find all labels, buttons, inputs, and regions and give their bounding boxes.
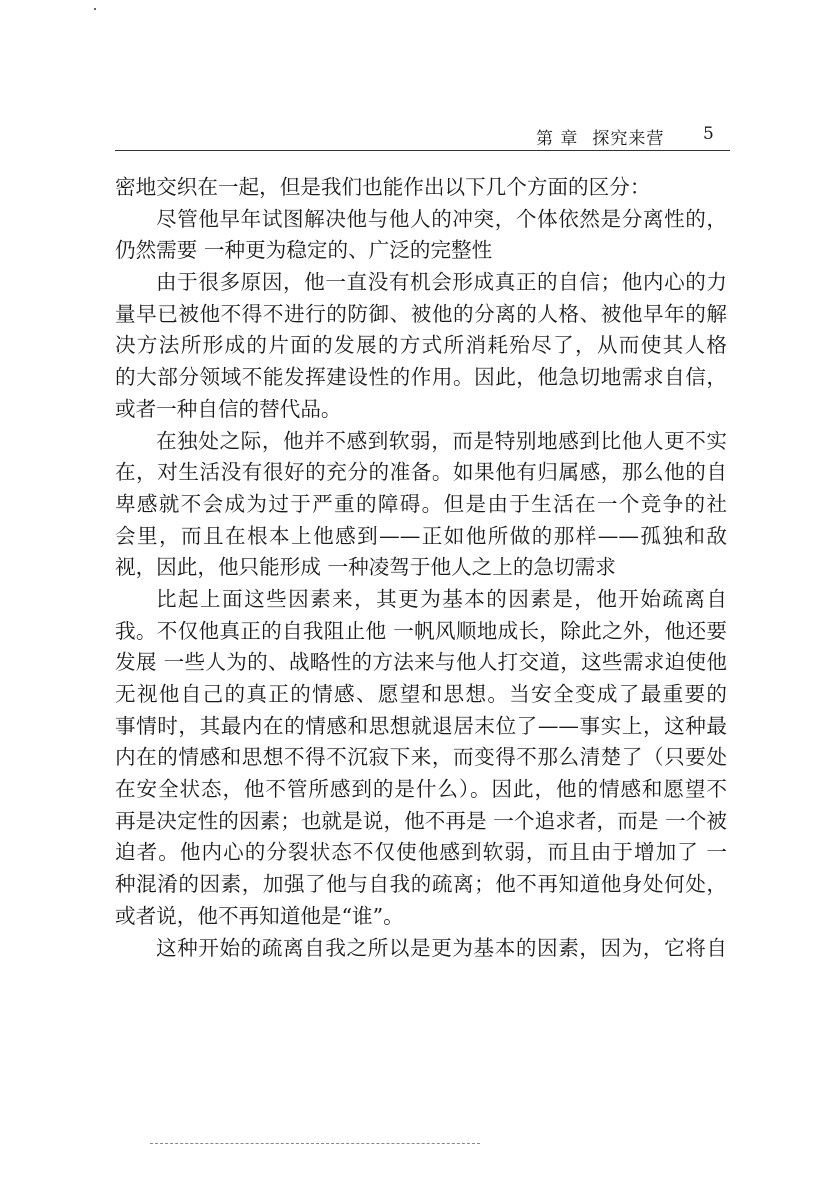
header-rule bbox=[115, 150, 730, 151]
body-text bbox=[115, 172, 727, 964]
chapter-label: 第 章 bbox=[536, 129, 579, 149]
text-line: 在独处之际，他并不感到软弱，而是特别地感到比他人更不实 bbox=[156, 428, 727, 453]
text-line: 再是决定性的因素；也就是说，他不再是 一个追求者，而是 一个被 bbox=[115, 808, 727, 833]
text-line: 仍然需要 一种更为稳定的、广泛的完整性 bbox=[115, 238, 493, 263]
text-line: 密地交织在一起，但是我们也能作出以下几个方面的区分： bbox=[115, 175, 651, 199]
text-line: 量早已被他不得不进行的防御、被他的分离的人格、被他早年的解 bbox=[115, 301, 727, 326]
text-line: 由于很多原因，他一直没有机会形成真正的自信；他内心的力 bbox=[156, 270, 727, 295]
text-line: 或者说，他不再知道他是“谁”。 bbox=[115, 903, 404, 928]
text-line: 种混淆的因素，加强了他与自我的疏离；他不再知道他身处何处， bbox=[115, 872, 727, 897]
text-line: 视，因此，他只能形成 一种凌驾于他人之上的急切需求 bbox=[115, 555, 616, 580]
page-number: 5 bbox=[703, 124, 714, 144]
text-line: 会里，而且在根本上他感到——正如他所做的那样——孤独和敌 bbox=[115, 523, 727, 548]
text-line: 内在的情感和思想不得不沉寂下来，而变得不那么清楚了（只要处 bbox=[115, 745, 727, 770]
text-line: 或者一种自信的替代品。 bbox=[115, 396, 342, 421]
scan-artifact bbox=[150, 1143, 480, 1150]
text-line: 这种开始的疏离自我之所以是更为基本的因素，因为，它将自 bbox=[156, 935, 727, 960]
text-line: 决方法所形成的片面的发展的方式所消耗殆尽了，从而使其人格 bbox=[115, 333, 727, 358]
text-line: 发展 一些人为的、战略性的方法来与他人打交道，这些需求迫使他 bbox=[115, 650, 727, 675]
scan-speck bbox=[94, 8, 96, 10]
text-line: 我。不仅他真正的自我阻止他 一帆风顺地成长，除此之外，他还要 bbox=[115, 618, 727, 643]
text-line: 卑感就不会成为过于严重的障碍。但是由于生活在一个竞争的社 bbox=[115, 491, 727, 516]
text-line: 在安全状态，他不管所感到的是什么）。因此，他的情感和愿望不 bbox=[115, 777, 727, 802]
text-line: 迫者。他内心的分裂状态不仅使他感到软弱，而且由于增加了 一 bbox=[115, 840, 727, 865]
text-line: 事情时，其最内在的情感和思想就退居末位了——事实上，这种最 bbox=[115, 713, 727, 738]
text-line: 在，对生活没有很好的充分的准备。如果他有归属感，那么他的自 bbox=[115, 460, 727, 485]
chapter-title: 探究来营 bbox=[592, 129, 665, 149]
text-line: 比起上面这些因素来，其更为基本的因素是，他开始疏离自 bbox=[156, 586, 727, 611]
text-line: 的大部分领域不能发挥建设性的作用。因此，他急切地需求自信， bbox=[115, 365, 727, 390]
running-head bbox=[536, 124, 664, 149]
text-line: 尽管他早年试图解决他与他人的冲突，个体依然是分离性的， bbox=[156, 206, 727, 231]
text-line: 无视他自己的真正的情感、愿望和思想。当安全变成了最重要的 bbox=[115, 682, 727, 706]
